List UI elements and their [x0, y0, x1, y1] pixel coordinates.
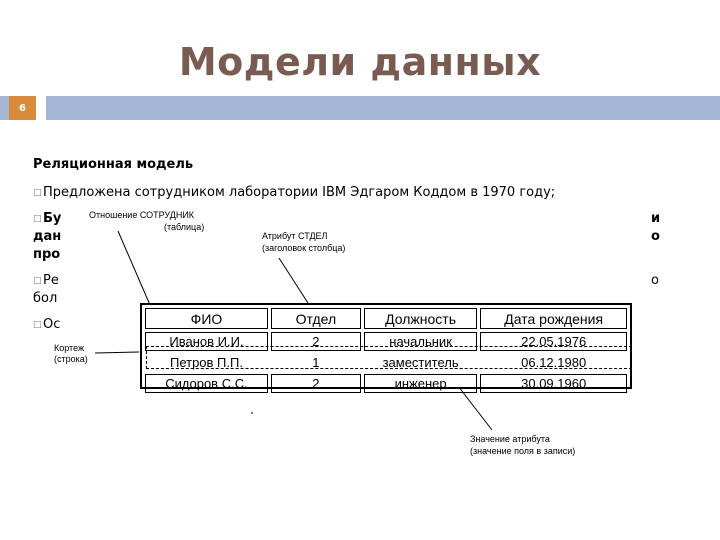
page-number-badge: 6 — [9, 96, 36, 120]
bullet-marker-icon: □ — [33, 276, 42, 286]
value-sublabel: (значение поля в записи) — [470, 446, 576, 456]
relation-label: Отношение СОТРУДНИК — [89, 210, 195, 220]
table-cell: Сидоров С.С. — [145, 374, 268, 393]
tuple-label: Кортеж — [54, 343, 85, 353]
section-heading: Реляционная модель — [33, 157, 194, 172]
text-fragment-right: о — [651, 229, 660, 244]
bullet-text: Бу — [43, 211, 62, 226]
attribute-sublabel: (заголовок столбца) — [262, 243, 346, 253]
table-cell: 1 — [312, 355, 320, 370]
bullet-marker-icon: □ — [33, 188, 42, 198]
bullet-text: Ос — [43, 317, 61, 332]
table-row — [145, 374, 627, 393]
bullet-marker-icon: □ — [33, 214, 42, 224]
table-cell: Петров П.П. — [169, 355, 243, 370]
relation-sublabel: (таблица) — [164, 222, 205, 232]
bullet-marker-icon: □ — [33, 320, 42, 330]
bullet-text: Ре — [43, 273, 59, 288]
table-cell: Иванов И.И. — [145, 332, 268, 351]
column-header: Должность — [364, 308, 478, 329]
bullet-continuation: дан — [33, 229, 62, 244]
tuple-sublabel: (строка) — [54, 354, 88, 364]
table-cell: 06.12.1980 — [521, 355, 587, 370]
attribute-label: Атрибут СТДЕЛ — [262, 231, 328, 241]
table-cell: 2 — [271, 374, 361, 393]
table-cell: начальник — [364, 332, 478, 351]
bullet-continuation: бол — [33, 291, 58, 306]
table-cell: заместитель — [382, 355, 459, 370]
table-cell: 22.05.1976 — [480, 332, 627, 351]
text-fragment-right: о — [651, 273, 659, 288]
column-header: Дата рождения — [480, 308, 627, 329]
slide-title: Модели данных — [178, 40, 542, 84]
bullet-continuation: про — [33, 247, 61, 262]
bullet-text: Предложена сотрудником лаборатории IBM Эдгаром Коддом в 1970 году; — [43, 185, 556, 200]
table-cell: 2 — [271, 332, 361, 351]
text-fragment-right: и — [651, 211, 661, 226]
value-label: Значение атрибута — [470, 434, 550, 444]
table-cell: инженер — [364, 374, 478, 393]
highlighted-tuple-outline — [146, 346, 632, 369]
column-header: Отдел — [271, 308, 361, 329]
column-header: ФИО — [145, 308, 268, 329]
table-header-row — [145, 308, 627, 329]
table-cell: 30.09.1960 — [480, 374, 627, 393]
